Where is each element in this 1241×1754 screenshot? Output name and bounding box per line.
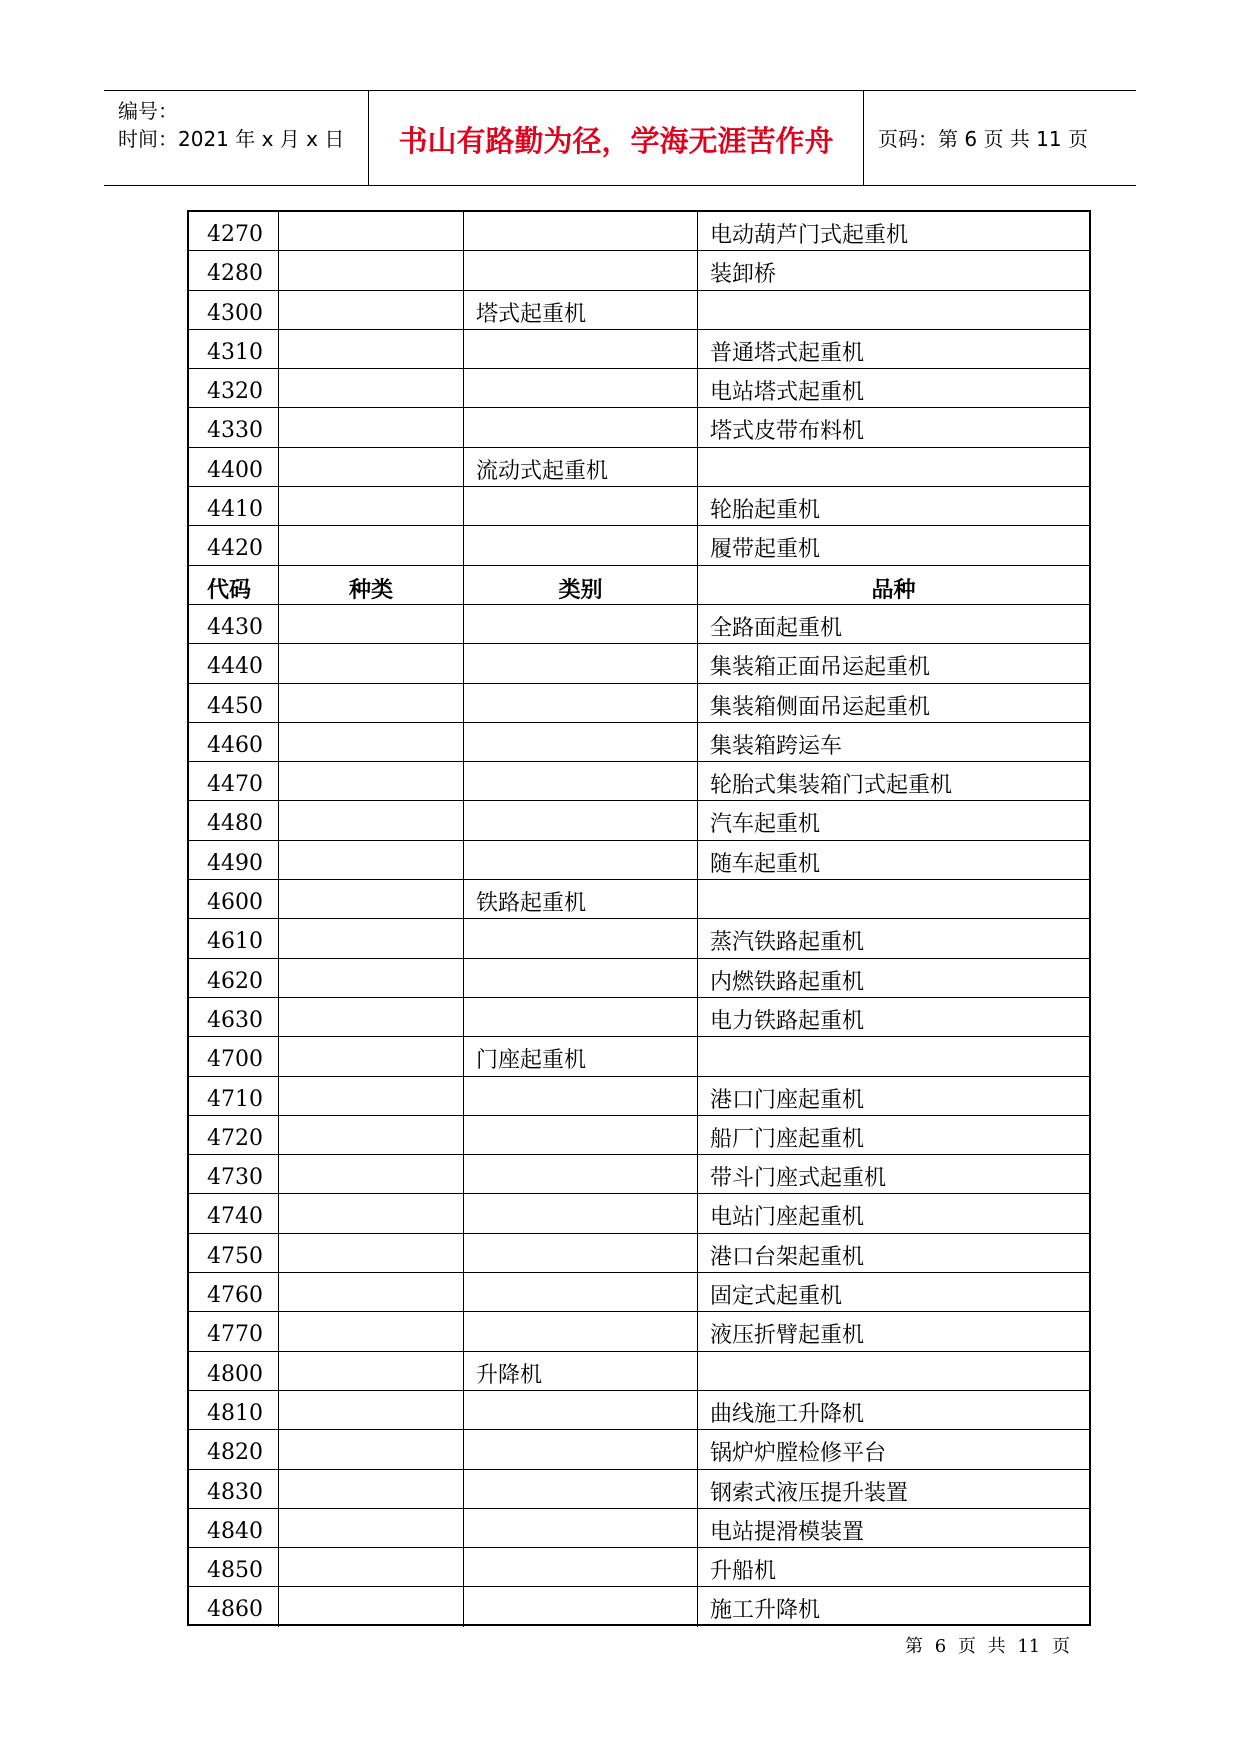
kind-cell xyxy=(278,1352,463,1390)
category-cell xyxy=(463,1194,697,1232)
code-cell: 4430 xyxy=(207,614,263,640)
code-cell: 4820 xyxy=(207,1440,263,1466)
variety-cell xyxy=(697,291,1089,329)
category-cell xyxy=(463,959,697,997)
code-cell: 4300 xyxy=(207,300,263,326)
kind-cell xyxy=(278,1273,463,1311)
variety-cell: 电动葫芦门式起重机 xyxy=(697,212,1089,250)
category-cell xyxy=(463,1155,697,1193)
table-row xyxy=(189,291,1089,330)
category-cell xyxy=(463,723,697,761)
kind-cell xyxy=(278,526,463,564)
kind-cell xyxy=(278,841,463,879)
code-cell: 4420 xyxy=(207,536,263,562)
kind-cell xyxy=(278,487,463,525)
category-cell xyxy=(463,369,697,407)
code-cell: 4620 xyxy=(207,968,263,994)
kind-cell xyxy=(278,1312,463,1350)
page-header xyxy=(104,90,1136,186)
category-cell xyxy=(463,487,697,525)
kind-cell xyxy=(278,762,463,800)
table-row xyxy=(189,448,1089,487)
code-cell: 4400 xyxy=(207,457,263,483)
category-cell xyxy=(463,1116,697,1154)
table-row xyxy=(189,1116,1089,1155)
code-cell: 4720 xyxy=(207,1125,263,1151)
kind-cell xyxy=(278,1391,463,1429)
category-cell xyxy=(463,841,697,879)
kind-cell xyxy=(278,1077,463,1115)
kind-cell xyxy=(278,998,463,1036)
category-cell: 铁路起重机 xyxy=(463,880,697,918)
kind-cell xyxy=(278,644,463,682)
category-cell xyxy=(463,1391,697,1429)
kind-cell xyxy=(278,959,463,997)
code-cell: 4320 xyxy=(207,379,263,405)
kind-cell xyxy=(278,880,463,918)
code-cell: 4470 xyxy=(207,772,263,798)
kind-cell xyxy=(278,684,463,722)
code-cell: 4710 xyxy=(207,1086,263,1112)
code-cell: 4800 xyxy=(207,1361,263,1387)
variety-cell: 轮胎式集装箱门式起重机 xyxy=(697,762,1089,800)
variety-cell: 电力铁路起重机 xyxy=(697,998,1089,1036)
variety-cell: 随车起重机 xyxy=(697,841,1089,879)
code-cell: 4460 xyxy=(207,732,263,758)
variety-cell: 电站塔式起重机 xyxy=(697,369,1089,407)
table-row xyxy=(189,1548,1089,1587)
kind-cell xyxy=(278,801,463,839)
table-row xyxy=(189,1587,1089,1626)
table-row xyxy=(189,1273,1089,1312)
table-row xyxy=(189,1391,1089,1430)
table-row xyxy=(189,487,1089,526)
category-cell xyxy=(463,1587,697,1626)
variety-cell: 蒸汽铁路起重机 xyxy=(697,919,1089,957)
kind-cell xyxy=(278,1037,463,1075)
kind-cell xyxy=(278,330,463,368)
variety-cell xyxy=(697,448,1089,486)
table-row xyxy=(189,408,1089,447)
page-footer: 第 6 页 共 11 页 xyxy=(905,1636,1070,1657)
code-cell: 4480 xyxy=(207,811,263,837)
kind-cell xyxy=(278,408,463,446)
table-row xyxy=(189,605,1089,644)
category-cell: 门座起重机 xyxy=(463,1037,697,1075)
kind-cell xyxy=(278,1116,463,1154)
kind-cell xyxy=(278,605,463,643)
variety-cell: 施工升降机 xyxy=(697,1587,1089,1626)
category-cell xyxy=(463,212,697,250)
variety-cell: 液压折臂起重机 xyxy=(697,1312,1089,1350)
variety-cell: 内燃铁路起重机 xyxy=(697,959,1089,997)
code-cell: 4280 xyxy=(207,261,263,287)
kind-cell xyxy=(278,1155,463,1193)
table-row xyxy=(189,251,1089,290)
kind-cell xyxy=(278,251,463,289)
category-cell xyxy=(463,801,697,839)
table-header-row xyxy=(189,566,1089,605)
code-cell: 4850 xyxy=(207,1558,263,1584)
table-row xyxy=(189,959,1089,998)
kind-cell xyxy=(278,448,463,486)
table-row xyxy=(189,369,1089,408)
variety-cell: 集装箱正面吊运起重机 xyxy=(697,644,1089,682)
header-motto: 书山有路勤为径，学海无涯苦作舟 xyxy=(398,124,834,158)
header-page-label: 页码：第 6 页 共 11 页 xyxy=(878,127,1088,151)
table-row xyxy=(189,801,1089,840)
kind-cell xyxy=(278,212,463,250)
table-row xyxy=(189,1470,1089,1509)
variety-cell: 锅炉炉膛检修平台 xyxy=(697,1430,1089,1468)
category-cell xyxy=(463,1234,697,1272)
code-cell: 4440 xyxy=(207,654,263,680)
table-row xyxy=(189,212,1089,251)
category-cell xyxy=(463,1430,697,1468)
table-row xyxy=(189,1037,1089,1076)
variety-cell: 固定式起重机 xyxy=(697,1273,1089,1311)
code-cell: 4600 xyxy=(207,890,263,916)
table-row xyxy=(189,330,1089,369)
variety-cell xyxy=(697,880,1089,918)
code-cell: 4410 xyxy=(207,497,263,523)
variety-cell: 轮胎起重机 xyxy=(697,487,1089,525)
document-time-label: 时间：2021 年 x 月 x 日 xyxy=(118,127,345,151)
code-cell: 4810 xyxy=(207,1400,263,1426)
table-row xyxy=(189,1509,1089,1548)
table-row xyxy=(189,644,1089,683)
table-row xyxy=(189,526,1089,565)
code-cell: 4830 xyxy=(207,1479,263,1505)
kind-cell xyxy=(278,723,463,761)
kind-cell xyxy=(278,1587,463,1626)
category-cell xyxy=(463,251,697,289)
table-row xyxy=(189,998,1089,1037)
code-cell: 4740 xyxy=(207,1204,263,1230)
kind-cell: 种类 xyxy=(278,566,463,604)
category-cell xyxy=(463,1509,697,1547)
variety-cell: 履带起重机 xyxy=(697,526,1089,564)
kind-cell xyxy=(278,1470,463,1508)
table-row xyxy=(189,1234,1089,1273)
document-number-label: 编号： xyxy=(118,99,178,123)
code-cell: 4610 xyxy=(207,929,263,955)
table-row xyxy=(189,762,1089,801)
code-cell: 4270 xyxy=(207,222,263,247)
code-cell: 4310 xyxy=(207,339,263,365)
table-row xyxy=(189,1352,1089,1391)
kind-cell xyxy=(278,1234,463,1272)
header-meta xyxy=(104,91,368,185)
category-cell xyxy=(463,526,697,564)
code-cell: 4860 xyxy=(207,1597,263,1623)
category-cell: 塔式起重机 xyxy=(463,291,697,329)
category-cell: 流动式起重机 xyxy=(463,448,697,486)
category-cell xyxy=(463,330,697,368)
variety-cell: 船厂门座起重机 xyxy=(697,1116,1089,1154)
variety-cell: 电站门座起重机 xyxy=(697,1194,1089,1232)
variety-cell: 港口门座起重机 xyxy=(697,1077,1089,1115)
variety-cell: 集装箱跨运车 xyxy=(697,723,1089,761)
table-row xyxy=(189,919,1089,958)
kind-cell xyxy=(278,291,463,329)
category-cell xyxy=(463,408,697,446)
table-row xyxy=(189,841,1089,880)
code-cell: 4450 xyxy=(207,693,263,719)
category-cell xyxy=(463,1548,697,1586)
variety-cell xyxy=(697,1352,1089,1390)
variety-cell xyxy=(697,1037,1089,1075)
table-row xyxy=(189,1194,1089,1233)
category-cell xyxy=(463,919,697,957)
crane-code-table xyxy=(187,210,1091,1626)
variety-cell: 装卸桥 xyxy=(697,251,1089,289)
category-cell xyxy=(463,1077,697,1115)
table-row xyxy=(189,684,1089,723)
table-row xyxy=(189,1430,1089,1469)
code-cell: 4770 xyxy=(207,1322,263,1348)
variety-cell: 全路面起重机 xyxy=(697,605,1089,643)
category-cell: 升降机 xyxy=(463,1352,697,1390)
code-cell: 4730 xyxy=(207,1165,263,1191)
variety-cell: 带斗门座式起重机 xyxy=(697,1155,1089,1193)
category-cell xyxy=(463,1470,697,1508)
kind-cell xyxy=(278,1430,463,1468)
category-cell xyxy=(463,684,697,722)
code-cell: 代码 xyxy=(207,577,252,603)
code-cell: 4490 xyxy=(207,850,263,876)
table-row xyxy=(189,723,1089,762)
variety-cell: 集装箱侧面吊运起重机 xyxy=(697,684,1089,722)
variety-cell: 电站提滑模装置 xyxy=(697,1509,1089,1547)
kind-cell xyxy=(278,1509,463,1547)
kind-cell xyxy=(278,1548,463,1586)
code-cell: 4700 xyxy=(207,1047,263,1073)
table-row xyxy=(189,1077,1089,1116)
variety-cell: 汽车起重机 xyxy=(697,801,1089,839)
category-cell xyxy=(463,605,697,643)
category-cell xyxy=(463,998,697,1036)
variety-cell: 升船机 xyxy=(697,1548,1089,1586)
kind-cell xyxy=(278,919,463,957)
code-cell: 4330 xyxy=(207,418,263,444)
kind-cell xyxy=(278,369,463,407)
category-cell xyxy=(463,762,697,800)
table-row xyxy=(189,1312,1089,1351)
kind-cell xyxy=(278,1194,463,1232)
code-cell: 4630 xyxy=(207,1007,263,1033)
category-cell xyxy=(463,1273,697,1311)
variety-cell: 钢索式液压提升装置 xyxy=(697,1470,1089,1508)
code-cell: 4760 xyxy=(207,1283,263,1309)
category-cell xyxy=(463,644,697,682)
variety-cell: 港口台架起重机 xyxy=(697,1234,1089,1272)
table-row xyxy=(189,1155,1089,1194)
code-cell: 4840 xyxy=(207,1518,263,1544)
category-cell: 类别 xyxy=(463,566,697,604)
code-cell: 4750 xyxy=(207,1243,263,1269)
variety-cell: 普通塔式起重机 xyxy=(697,330,1089,368)
variety-cell: 品种 xyxy=(697,566,1089,604)
table-row xyxy=(189,880,1089,919)
category-cell xyxy=(463,1312,697,1350)
variety-cell: 曲线施工升降机 xyxy=(697,1391,1089,1429)
header-motto-box xyxy=(368,91,864,185)
variety-cell: 塔式皮带布料机 xyxy=(697,408,1089,446)
